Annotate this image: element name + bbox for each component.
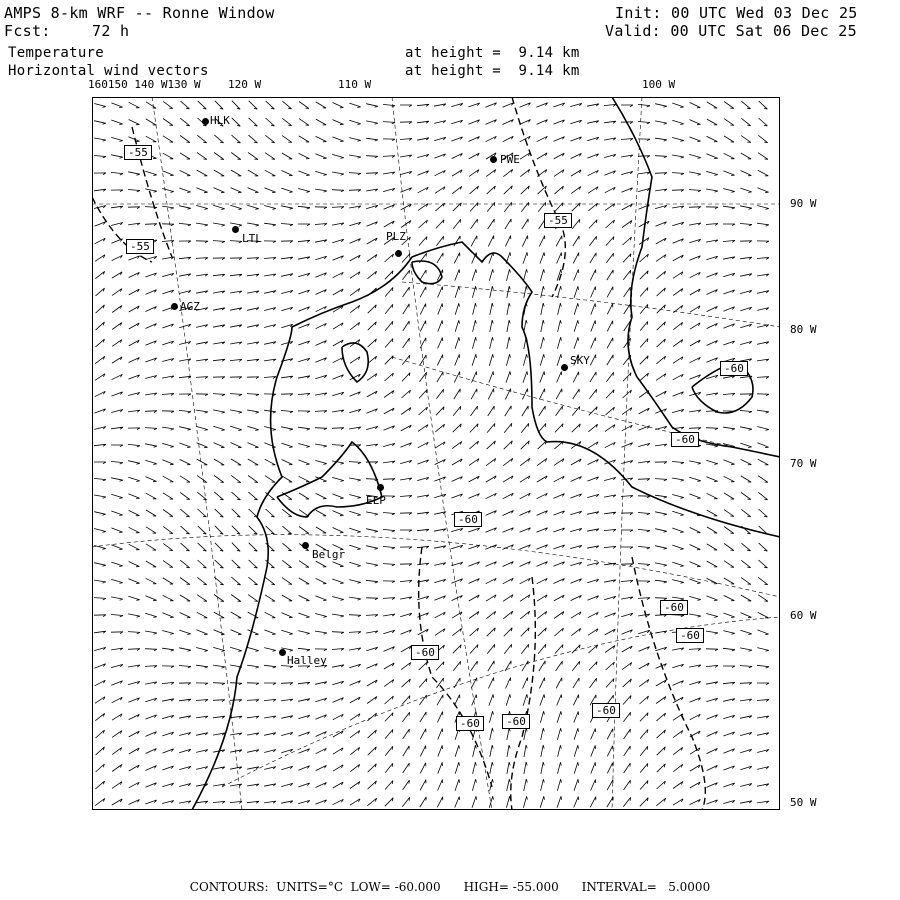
station-marker <box>279 649 286 656</box>
map-panel <box>92 97 780 810</box>
contour-label: -60 <box>456 716 484 731</box>
contour-label: -60 <box>454 512 482 527</box>
lon-label-70w: 70 W <box>790 457 817 470</box>
contour-label: -55 <box>544 213 572 228</box>
forecast-label: Fcst: <box>4 22 51 40</box>
station-marker <box>490 156 497 163</box>
lon-label-110: 110 W <box>338 78 372 91</box>
station-marker <box>302 542 309 549</box>
contour-label: -60 <box>676 628 704 643</box>
lon-label-90w: 90 W <box>790 197 817 210</box>
station-label-agz: AGZ <box>180 300 200 313</box>
station-label-ltl: LTL <box>242 232 262 245</box>
station-label-hlk: HLK <box>210 114 230 127</box>
map-title: AMPS 8-km WRF -- Ronne Window <box>4 4 275 22</box>
station-marker <box>561 364 568 371</box>
station-label-belgr: Belgr <box>312 548 346 561</box>
contour-label: -55 <box>126 239 154 254</box>
lon-label-100: 100 W <box>642 78 676 91</box>
station-marker <box>377 484 384 491</box>
contour-label: -60 <box>411 645 439 660</box>
station-marker <box>171 303 178 310</box>
station-label-plz: PLZ <box>386 230 406 243</box>
station-marker <box>232 226 239 233</box>
field-temperature: Temperature <box>8 45 105 61</box>
contours-footer: CONTOURS: UNITS=°C LOW= -60.000 HIGH= -55.000 INTERVAL= 5.0000 <box>189 880 711 894</box>
station-label-elp: ELP <box>366 494 386 507</box>
lon-label-160: 160150 140 W130 W <box>88 78 201 91</box>
station-label-pwe: PWE <box>500 153 520 166</box>
lon-label-60w: 60 W <box>790 609 817 622</box>
station-marker <box>202 118 209 125</box>
station-marker <box>395 250 402 257</box>
valid-time: Valid: 00 UTC Sat 06 Dec 25 <box>605 22 857 40</box>
contour-label: -60 <box>720 361 748 376</box>
lon-label-80w: 80 W <box>790 323 817 336</box>
forecast-value: 72 h <box>92 22 130 40</box>
height-label-2: at height = 9.14 km <box>405 63 580 79</box>
lon-label-120: 120 W <box>228 78 262 91</box>
station-label-sky: SKY <box>570 354 590 367</box>
height-label-1: at height = 9.14 km <box>405 45 580 61</box>
contour-label: -60 <box>592 703 620 718</box>
contour-label: -60 <box>671 432 699 447</box>
field-wind-vectors: Horizontal wind vectors <box>8 63 209 79</box>
contour-label: -60 <box>660 600 688 615</box>
contour-label: -55 <box>124 145 152 160</box>
contour-label: -60 <box>502 714 530 729</box>
init-time: Init: 00 UTC Wed 03 Dec 25 <box>615 4 858 22</box>
station-label-halley: Halley <box>287 654 327 667</box>
lon-label-50w: 50 W <box>790 796 817 809</box>
